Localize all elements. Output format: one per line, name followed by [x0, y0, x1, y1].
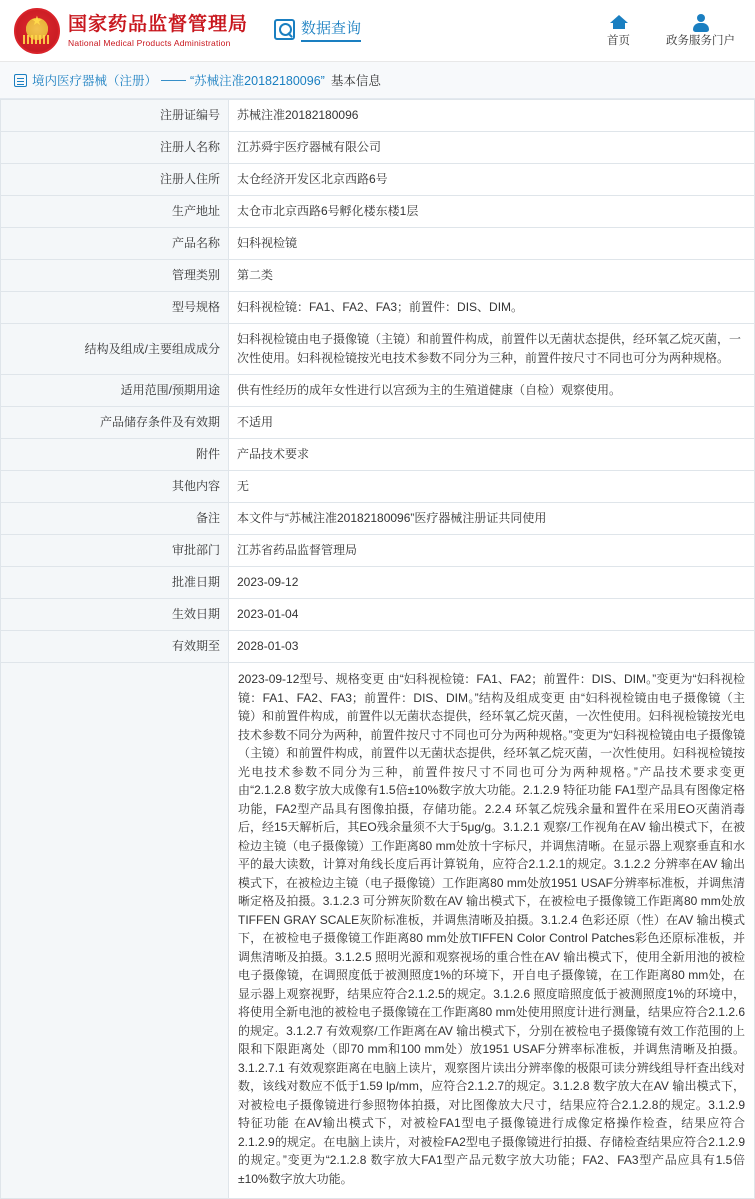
row-value: 2028-01-03 — [229, 631, 755, 663]
data-query-label: 数据查询 — [301, 17, 361, 42]
table-row — [1, 599, 755, 631]
table-body — [1, 100, 755, 1199]
table-row — [1, 631, 755, 663]
nav-item-home[interactable] — [607, 13, 630, 49]
table-row — [1, 503, 755, 535]
breadcrumb-section[interactable]: 境内医疗器械（注册） — [32, 74, 158, 88]
row-label: 有效期至 — [1, 631, 229, 663]
row-label: 管理类别 — [1, 260, 229, 292]
row-value: 供有性经历的成年女性进行以宫颈为主的生殖道健康（自检）观察使用。 — [229, 375, 755, 407]
header-nav — [607, 13, 741, 49]
row-value: 妇科视检镜：FA1、FA2、FA3；前置件：DIS、DIM。 — [229, 292, 755, 324]
row-value: 产品技术要求 — [229, 439, 755, 471]
registration-info-table — [0, 99, 755, 1199]
row-value: 本文件与“苏械注准20182180096”医疗器械注册证共同使用 — [229, 503, 755, 535]
table-row — [1, 196, 755, 228]
table-row — [1, 132, 755, 164]
table-row-change-history — [1, 663, 755, 1199]
row-label: 审批部门 — [1, 535, 229, 567]
home-icon — [610, 13, 628, 31]
row-label — [1, 663, 229, 1199]
row-value: 第二类 — [229, 260, 755, 292]
row-label: 其他内容 — [1, 471, 229, 503]
row-label: 注册人名称 — [1, 132, 229, 164]
table-row — [1, 471, 755, 503]
user-icon — [692, 13, 710, 31]
brand-name-cn: 国家药品监督管理局 — [68, 13, 249, 35]
nav-item-service-portal-label: 政务服务门户 — [666, 34, 735, 47]
breadcrumb — [0, 62, 755, 99]
table-row — [1, 407, 755, 439]
search-icon — [274, 19, 295, 40]
row-value: 太仓市北京西路6号孵化楼东楼1层 — [229, 196, 755, 228]
table-row — [1, 375, 755, 407]
table-row — [1, 228, 755, 260]
site-header — [0, 0, 755, 62]
row-label: 产品名称 — [1, 228, 229, 260]
row-label: 产品储存条件及有效期 — [1, 407, 229, 439]
change-history-text: 2023-09-12型号、规格变更 由“妇科视检镜：FA1、FA2；前置件：DIS、DIM。”变更为“妇科视检镜：FA1、FA2、FA3；前置件：DIS、DIM。”结构及组成变更 由“妇科视检镜由电子摄像镜（主镜）和前置件构成，前置件以无菌状态提供，经环氧乙烷灭菌，一次性使用。妇科视检镜按光电技术参数不同分为两种，前置件按尺寸不同也可分为两种规格。”变更为“妇科视检镜由电子摄像镜（主镜）和前置件构成，前置件以无菌状态提供，经环氧乙烷灭菌，一次性使用。妇科视检镜按光电技术参数不同分为三种，前置件按尺寸不同也可分为两种规格。”产品技术要求变更 由“2.1.2.8 数字放大成像有1.5倍±10%数字放大功能。2.1.2.9 特征功能 FA1型产品具有图像定格功能，FA2型产品具有图像拍摄，存储功能。2.2.4 环氧乙烷残余量和置件在采用EO灭菌消毒后，经15天解析后，其EO残余量须不大于5μg/g。3.1.2.1 观察/工作视角在AV 输出模式下，在被检边主镜（电子摄像镜）工作距离80 mm处放十字标尺，并调焦清晰。在显示器上观察垂直和水平的最大读数，计算对角线长度后再计算锐角，应符合2.1.2.1的规定。3.1.2.2 分辨率在AV 输出模式下，在被检边主镜（电子摄像镜）工作距离80 mm处放1951 USAF分辨率标准板，并调焦清晰定格及拍摄。3.1.2.3 可分辨灰阶数在AV 输出模式下，在被检电子摄像镜工作距离80 mm处放TIFFEN GRAY SCALE灰阶标准板，并调焦清晰及拍摄。3.1.2.4 色彩还原（性）在AV 输出模式下，在被检电子摄像镜工作距离80 mm处放TIFFEN Color Control Patches彩色还原标准板，并调焦清晰及拍摄。3.1.2.5 照明光源和观察视场的重合性在AV 输出模式下，使用全新用池的被检电子摄像镜，在调照度低于被测照度1%的环境下，开自电子摄像镜，在工作距离80 mm处，在显示器上观察视野，结果应符合2.1.2.5的规定。3.1.2.6 照度暗照度低于被测照度1%的环境中，将使用全新电池的被检电子摄像镜在工作距离80 mm处使用照度计进行测量，结果应符合2.1.2.6的规定。3.1.2.7 有效观察/工作距离在AV 输出模式下，分别在被检电子摄像镜有效工作范围的上限和下限距离处（即70 mm和100 mm处）放1951 USAF分辨率标准板，并调焦清晰及拍摄。3.1.2.7.1 有效观察距离在电脑上读片，观察图片读出分辨率像的极限可读分辨线组导杆查出线对数，该线对数应不低于1.59 lp/mm，应符合2.1.2.7的规定。3.1.2.8 数字放大在AV 输出模式下，对被检电子摄像镜进行参照物体拍摄，对比图像放大尺寸，结果应符合2.1.2.8的规定。3.1.2.9 特征功能 在AV输出模式下，对被检FA1型电子摄像镜进行成像定格操作检查，结果应符合2.1.2.9的规定。在电脑上读片，对被检FA2型电子摄像镜进行拍摄、存储检查结果应符合2.1.2.9的规定。”变更为“2.1.2.8 数字放大FA1型产品元数字放大功能；FA2、FA3型产品应具有1.5倍±10%数字放大功能。 — [229, 663, 755, 1199]
row-label: 注册证编号 — [1, 100, 229, 132]
row-label: 生产地址 — [1, 196, 229, 228]
row-label: 批准日期 — [1, 567, 229, 599]
table-row — [1, 100, 755, 132]
table-row — [1, 535, 755, 567]
row-value: 妇科视检镜 — [229, 228, 755, 260]
nav-item-home-label: 首页 — [607, 34, 630, 47]
breadcrumb-tail: 基本信息 — [330, 74, 381, 88]
row-label: 注册人住所 — [1, 164, 229, 196]
nav-item-service-portal[interactable] — [666, 13, 735, 49]
table-row — [1, 164, 755, 196]
brand-name-en: National Medical Products Administration — [68, 37, 231, 48]
row-value: 2023-09-12 — [229, 567, 755, 599]
row-value: 苏械注准20182180096 — [229, 100, 755, 132]
row-value: 太仓经济开发区北京西路6号 — [229, 164, 755, 196]
data-query-entry[interactable] — [274, 17, 361, 44]
row-value: 江苏舜宇医疗器械有限公司 — [229, 132, 755, 164]
row-value: 无 — [229, 471, 755, 503]
table-row — [1, 260, 755, 292]
row-value: 妇科视检镜由电子摄像镜（主镜）和前置件构成，前置件以无菌状态提供，经环氧乙烷灭菌，一次性使用。妇科视检镜按光电技术参数不同分为三种，前置件按尺寸不同也可分为两种规格。 — [229, 324, 755, 375]
brand-block — [68, 13, 248, 49]
row-label: 型号规格 — [1, 292, 229, 324]
table-row — [1, 292, 755, 324]
row-label: 备注 — [1, 503, 229, 535]
row-label: 附件 — [1, 439, 229, 471]
breadcrumb-separator: —— — [161, 73, 187, 87]
breadcrumb-current: “苏械注准20182180096” — [190, 74, 325, 88]
row-value: 江苏省药品监督管理局 — [229, 535, 755, 567]
national-emblem-icon — [14, 8, 60, 54]
row-label: 结构及组成/主要组成成分 — [1, 324, 229, 375]
row-value: 不适用 — [229, 407, 755, 439]
table-row — [1, 567, 755, 599]
table-row — [1, 324, 755, 375]
row-label: 适用范围/预期用途 — [1, 375, 229, 407]
document-icon — [14, 74, 27, 87]
row-label: 生效日期 — [1, 599, 229, 631]
row-value: 2023-01-04 — [229, 599, 755, 631]
table-row — [1, 439, 755, 471]
